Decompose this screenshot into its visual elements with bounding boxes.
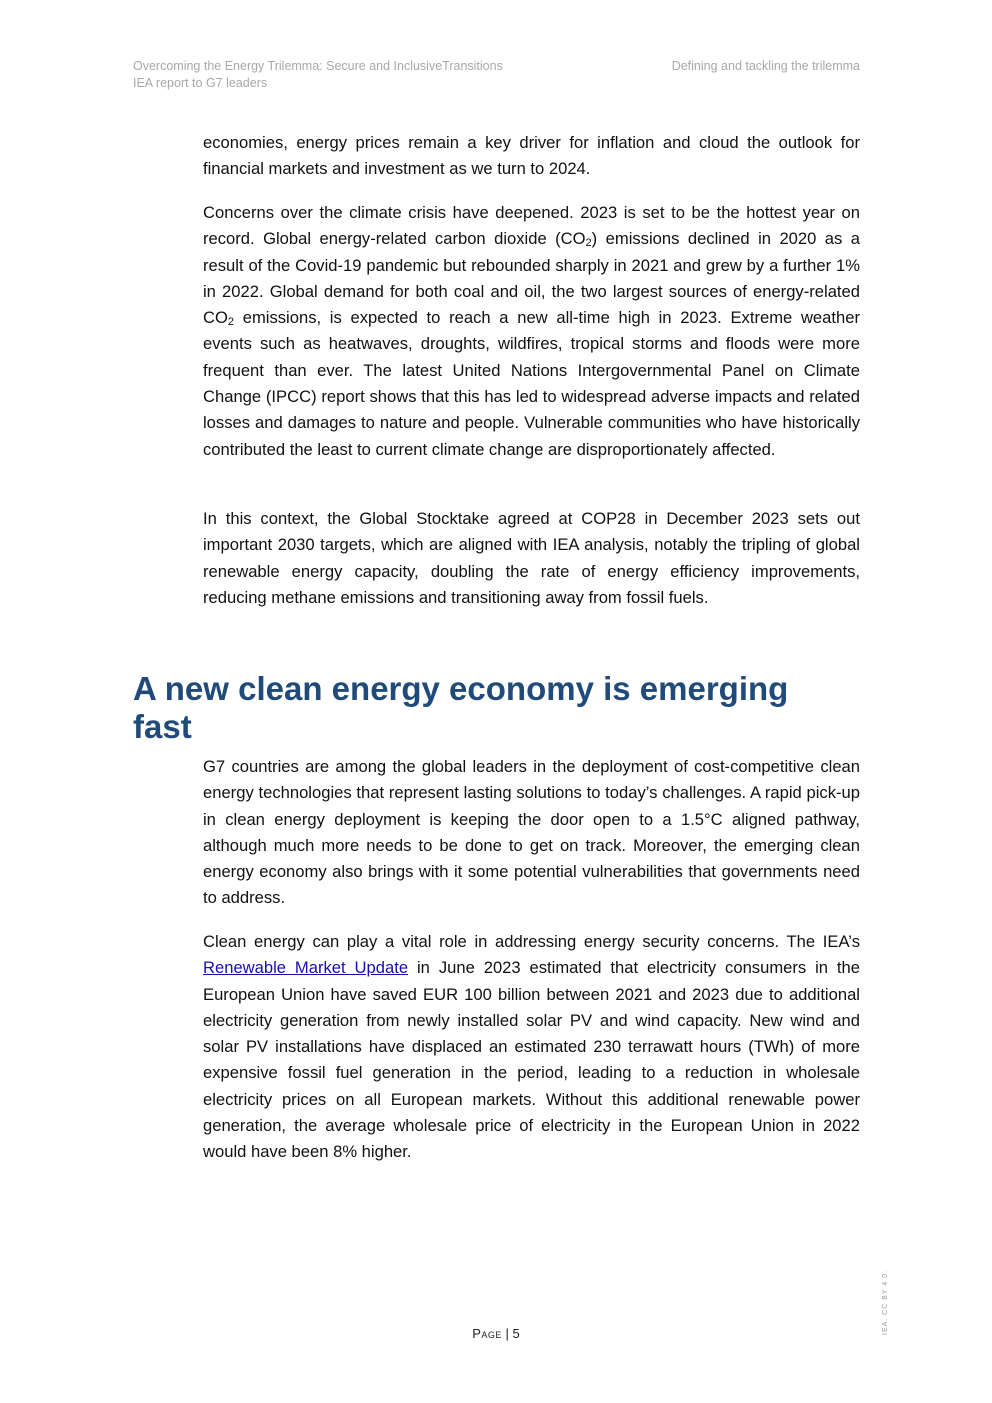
page-separator: | [501,1326,513,1341]
subscript-2: 2 [227,316,235,329]
paragraph-g7-deployment: G7 countries are among the global leaders in the deployment of cost-competitive clean energy technologies that represent lasting solutions to today’s challenges. A rapid pick-up in clean energy deployment is keeping the door open to a 1.5°C aligned pathway, although much more needs to be done to get on track. Moreover, the emerging clean energy economy also brings with it some potential vulnerabilities that governments need to address. [203,757,860,908]
paragraph-energy-security: Clean energy can play a vital role in addressing energy security concerns. The IEA’s Renewable Market Update in June 2023 estimated that electricity consumers in the European Union have saved EUR 100 billion between 2021 and 2023 due to additional electricity generation from newly installed solar PV and wind capacity. New wind and solar PV installations have displaced an estimated 230 terrawatt hours (TWh) of more expensive fossil fuel generation in the period, leading to a reduction in wholesale electricity prices on all European markets. Without this additional renewable power generation, the average wholesale price of electricity in the European Union in 2022 would have been 8% higher. [203,932,861,1162]
section-heading: A new clean energy economy is emerging fast [133,670,789,745]
paragraph-climate-crisis: Concerns over the climate crisis have deepened. 2023 is set to be the hottest year on record. Global energy-related carbon dioxide (CO2) emissions declined in 2020 as a result of the Covid-19 pandemic but rebounded sharply in 2021 and grew by a further 1% in 2022. Global demand for both coal and oil, the two largest sources of energy-related CO2 emissions, is expected to reach a new all-time high in 2023. Extreme weather events such as heatwaves, droughts, wildfires, tropical storms and floods were more frequent than ever. The latest United Nations Intergovernmental Panel on Climate Change (IPCC) report shows that this has led to widespread adverse impacts and related losses and damages to nature and people. Vulnerable communities who have historically contributed the least to current climate change are disproportionately affected. [203,203,860,459]
running-header-section: Defining and tackling the trilemma [671,59,860,73]
running-header-left [133,58,503,92]
subscript-2: 2 [585,237,592,250]
paragraph-global-stocktake: In this context, the Global Stocktake agreed at COP28 in December 2023 sets out important 2030 targets, which are aligned with IEA analysis, notably the tripling of global renewable energy capacity, doubling the rate of energy efficiency improvements, reducing methane emissions and transitioning away from fossil fuels. [203,509,860,607]
page-footer [0,1326,992,1341]
paragraph-inflation: economies, energy prices remain a key driver for inflation and cloud the outlook for financial markets and investment as we turn to 2024. [203,133,860,179]
page-label: Page [472,1326,502,1341]
report-subtitle: IEA report to G7 leaders [133,76,268,90]
license-notice: IEA. CC BY 4.0. [882,1269,889,1335]
report-title: Overcoming the Energy Trilemma: Secure and InclusiveTransitions [133,59,503,73]
renewable-market-update-link[interactable]: Renewable Market Update [203,958,409,978]
page-number: 5 [512,1326,520,1341]
